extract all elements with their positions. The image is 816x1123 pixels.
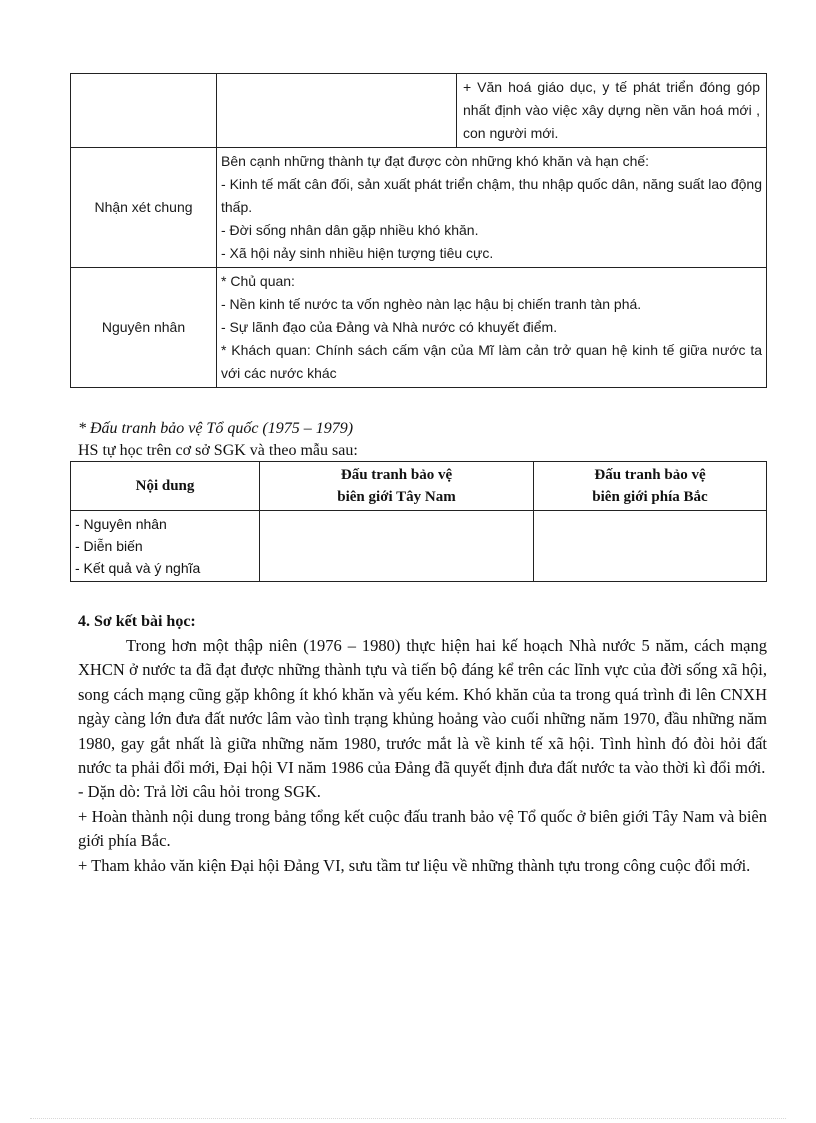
table-row — [71, 148, 767, 268]
header-southwest-line2: biên giới Tây Nam — [337, 489, 456, 505]
header-north-line2: biên giới phía Bắc — [592, 489, 708, 505]
header-content: Nội dung — [71, 462, 260, 511]
north-cell-empty — [534, 511, 767, 582]
defense-table — [70, 461, 767, 582]
list-item: - Diễn biến — [75, 538, 143, 554]
homework-line: - Dặn dò: Trả lời câu hỏi trong SGK. — [78, 782, 321, 802]
remark-line: - Xã hội nảy sinh nhiều hiện tượng tiêu cực. — [221, 245, 494, 261]
remark-line: - Đời sống nhân dân gặp nhiều khó khăn. — [221, 222, 479, 238]
page-bottom-divider — [30, 1118, 786, 1119]
culture-text: + Văn hoá giáo dục, y tế phát triển đóng góp nhất định vào việc xây dựng nền văn hoá mới , con người mới. — [463, 79, 760, 141]
content-cell — [71, 511, 260, 582]
header-north — [534, 462, 767, 511]
summary-paragraph: Trong hơn một thập niên (1976 – 1980) thực hiện hai kế hoạch Nhà nước 5 năm, cách mạng XHCN ở nước ta đã đạt được những thành tựu và tiến bộ đáng kể trên các lĩnh vực của đời sống xã hội, song cách mạng cũng gặp không ít khó khăn và yếu kém. Khó khăn của ta trong quá trình đi lên CNXH ngày càng lớn đưa đất nước lâm vào tình trạng khủng hoảng vào cuối những năm 1970, đầu những năm 1980, gay gắt nhất là giữa những năm 1980, trước mắt là về kinh tế xã hội. Tình hình đó đòi hỏi đất nước ta phải đổi mới, Đại hội VI năm 1986 của Đảng đã quyết định đưa đất nước ta vào thời kì đổi mới. — [78, 636, 767, 778]
culture-cell — [457, 74, 767, 148]
causes-cell — [217, 268, 767, 388]
remark-line: Bên cạnh những thành tự đạt được còn những khó khăn và hạn chế: — [221, 153, 650, 169]
header-north-line1: Đấu tranh bảo vệ — [594, 467, 706, 483]
general-remarks-cell — [217, 148, 767, 268]
table-row — [71, 268, 767, 388]
achievements-table — [70, 73, 767, 388]
cause-line: - Sự lãnh đạo của Đảng và Nhà nước có khuyết điểm. — [221, 319, 558, 335]
list-item: - Kết quả và ý nghĩa — [75, 560, 201, 576]
header-southwest-line1: Đấu tranh bảo vệ — [340, 467, 453, 483]
self-study-instruction: HS tự học trên cơ sở SGK và theo mẫu sau: — [78, 442, 358, 459]
cause-line: - Nền kinh tế nước ta vốn nghèo nàn lạc hậu bị chiến tranh tàn phá. — [221, 296, 642, 312]
table-row — [71, 511, 767, 582]
cause-line: * Chủ quan: — [221, 273, 295, 289]
list-item: - Nguyên nhân — [75, 516, 167, 532]
row-label-empty — [71, 74, 217, 148]
document-page — [70, 73, 767, 878]
remark-line: - Kinh tế mất cân đối, sản xuất phát triển chậm, thu nhập quốc dân, năng suất lao động thấp. — [221, 176, 762, 215]
homework-task-2: + Tham khảo văn kiện Đại hội Đảng VI, sưu tầm tư liệu về những thành tựu trong công cuộc đổi mới. — [78, 855, 751, 875]
section-title: * Đấu tranh bảo vệ Tổ quốc (1975 – 1979) — [78, 420, 354, 437]
table-header-row — [71, 462, 767, 511]
southwest-cell-empty — [260, 511, 534, 582]
cause-line: * Khách quan: Chính sách cấm vận của Mĩ làm cản trở quan hệ kinh tế giữa nước ta với các nước khác — [221, 342, 762, 381]
table-row — [71, 74, 767, 148]
header-southwest — [260, 462, 534, 511]
row-label-general-remarks: Nhận xét chung — [71, 148, 217, 268]
summary-title: 4. Sơ kết bài học: — [78, 613, 196, 630]
row-label-causes: Nguyên nhân — [71, 268, 217, 388]
homework-task-1: + Hoàn thành nội dung trong bảng tổng kết cuộc đấu tranh bảo vệ Tổ quốc ở biên giới Tây Nam và biên giới phía Bắc. — [78, 806, 767, 851]
middle-cell-empty — [217, 74, 457, 148]
